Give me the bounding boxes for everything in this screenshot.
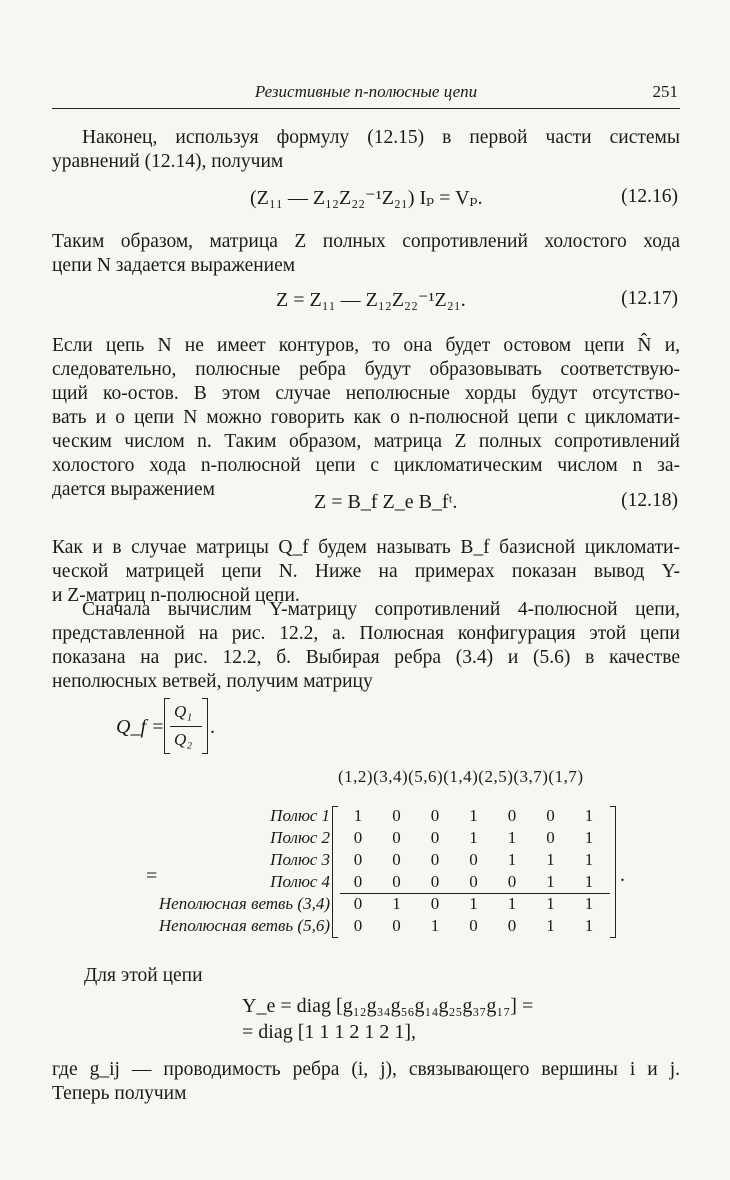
matrix-cell: 1: [546, 894, 555, 913]
matrix-cell: 1: [584, 872, 594, 891]
matrix-cell: 0: [353, 828, 363, 847]
equation-12-16: (Z₁₁ — Z₁₂Z₂₂⁻¹Z₂₁) Iₚ = Vₚ.: [250, 187, 483, 209]
matrix-cell: 1: [584, 894, 594, 913]
matrix-cell: 0: [507, 916, 517, 935]
matrix-cell: 1: [584, 828, 594, 847]
matrix-cell: 1: [584, 850, 594, 869]
paragraph-7: [52, 1058, 680, 1106]
equation-12-17: Z = Z₁₁ — Z₁₂Z₂₂⁻¹Z₂₁.: [276, 289, 466, 311]
matrix-cell: 1: [430, 916, 440, 935]
matrix-column-header: (1,2)(3,4)(5,6)(1,4)(2,5)(3,7)(1,7): [338, 767, 584, 786]
matrix-cell: 0: [546, 828, 555, 847]
text-line: ческой матрицей цепи N. Ниже на примерах показан вывод Y-: [52, 561, 680, 582]
matrix-cell: 0: [392, 872, 401, 891]
text-line: Сначала вычислим Y-матрицу сопротивлений 4-полюсной цепи,: [82, 599, 680, 620]
matrix-cell: 0: [430, 872, 440, 891]
matrix-cell: 0: [469, 872, 478, 891]
running-header: [52, 80, 680, 109]
matrix-cell: 1: [546, 850, 555, 869]
matrix-cell: 0: [430, 850, 440, 869]
matrix-cell: 0: [469, 916, 478, 935]
text-line: щий ко-остов. В этом случае неполюсные хорды будут отсутство-: [52, 383, 680, 404]
matrix-cell: 1: [546, 872, 555, 891]
equation-number: (12.16): [621, 186, 678, 207]
text-line: Как и в случае матрицы Q_f будем называть B_f базисной цикломати-: [52, 537, 680, 558]
text-line: уравнений (12.14), получим: [52, 151, 284, 172]
text-line: показана на рис. 12.2, б. Выбирая ребра (3.4) и (5.6) в качестве: [52, 647, 680, 668]
matrix-cell: 1: [469, 894, 478, 913]
matrix-cell: 0: [392, 850, 401, 869]
matrix-cell: 1: [507, 828, 517, 847]
paragraph-2: [52, 230, 680, 278]
matrix-left-bracket: [332, 806, 338, 938]
matrix-right-bracket: [610, 806, 616, 938]
matrix-cell: 1: [546, 916, 555, 935]
text-line: цепи N задается выражением: [52, 255, 296, 276]
ye-line-2: = diag [1 1 1 2 1 2 1],: [242, 1021, 417, 1043]
equation-number: (12.17): [621, 288, 678, 309]
ye-line-1: Y_e = diag [g₁₂g₃₄g₅₆g₁₄g₂₅g₃₇g₁₇] =: [242, 995, 534, 1017]
text-line: Если цепь N не имеет контуров, то она будет остовом цепи N̂ и,: [52, 335, 680, 356]
text-line: следовательно, полюсные ребра будут образовывать соответствую-: [52, 359, 680, 380]
paragraph-3: [52, 334, 680, 502]
equation-number: (12.18): [621, 490, 678, 511]
matrix-cell: 0: [353, 850, 363, 869]
matrix-period: .: [620, 864, 625, 886]
paragraph-5: [52, 598, 680, 694]
qf-top: Q₁: [174, 702, 193, 721]
matrix-cell: 1: [353, 806, 363, 825]
text-line: и Z-матриц n-полюсной цепи.: [52, 585, 300, 606]
matrix-row-label: Полюс 1: [270, 806, 330, 825]
qf-bottom: Q₂: [174, 730, 193, 749]
matrix-cell: 0: [507, 872, 517, 891]
matrix-cell: 0: [392, 916, 401, 935]
text-line: неполюсных ветвей, получим матрицу: [52, 671, 373, 692]
qf-lhs: Q_f =: [116, 716, 165, 738]
matrix-cell: 1: [507, 850, 517, 869]
matrix-cell: 0: [353, 894, 363, 913]
text-line: представленной на рис. 12.2, а. Полюсная конфигурация этой цепи: [52, 623, 680, 644]
matrix-cell: 1: [507, 894, 517, 913]
text-line: где g_ij — проводимость ребра (i, j), связывающего вершины i и j.: [52, 1059, 680, 1080]
qf-divider: [170, 726, 202, 727]
matrix-eq-sign: =: [146, 865, 158, 887]
page-number: 251: [652, 82, 678, 101]
matrix-cell: 1: [469, 806, 478, 825]
matrix-row-label: Неполюсная ветвь (3,4): [158, 894, 330, 913]
matrix-cell: 0: [546, 806, 555, 825]
matrix-cell: 1: [584, 806, 594, 825]
matrix-cell: 0: [392, 806, 401, 825]
matrix-row-label: Неполюсная ветвь (5,6): [158, 916, 330, 935]
text-line: Наконец, используя формулу (12.15) в первой части системы: [82, 127, 680, 148]
equation-12-18: Z = B_f Z_e B_fᵗ.: [314, 491, 458, 513]
matrix-row-label: Полюс 2: [270, 828, 330, 847]
paragraph-1: [52, 126, 680, 174]
matrix-row-label: Полюс 3: [270, 850, 330, 869]
right-bracket: [202, 698, 208, 754]
matrix-cell: 1: [584, 916, 594, 935]
matrix-cell: 0: [507, 806, 517, 825]
matrix-cell: 0: [430, 894, 440, 913]
text-line: Для этой цепи: [84, 965, 203, 986]
text-line: Теперь получим: [52, 1083, 187, 1104]
header-title: Резистивные n-полюсные цепи: [254, 82, 478, 101]
text-line: ческим числом n. Таким образом, матрица Z полных сопротивлений: [52, 431, 680, 452]
matrix-cell: 0: [353, 916, 363, 935]
text-line: холостого хода n-полюсной цепи с цикломатическим числом n за-: [52, 455, 680, 476]
matrix-cell: 0: [353, 872, 363, 891]
text-line: вать и о цепи N можно говорить как о n-полюсной цепи с цикломати-: [52, 407, 680, 428]
matrix-row-label: Полюс 4: [270, 872, 330, 891]
text-line: дается выражением: [52, 479, 215, 500]
matrix-cell: 0: [430, 806, 440, 825]
matrix-cell: 0: [392, 828, 401, 847]
matrix-cell: 0: [469, 850, 478, 869]
matrix-cell: 1: [392, 894, 401, 913]
matrix-cell: 1: [469, 828, 478, 847]
text-line: Таким образом, матрица Z полных сопротивлений холостого хода: [52, 231, 680, 252]
paragraph-6: [84, 964, 384, 988]
matrix-cell: 0: [430, 828, 440, 847]
matrix-partition-line: [340, 893, 610, 894]
